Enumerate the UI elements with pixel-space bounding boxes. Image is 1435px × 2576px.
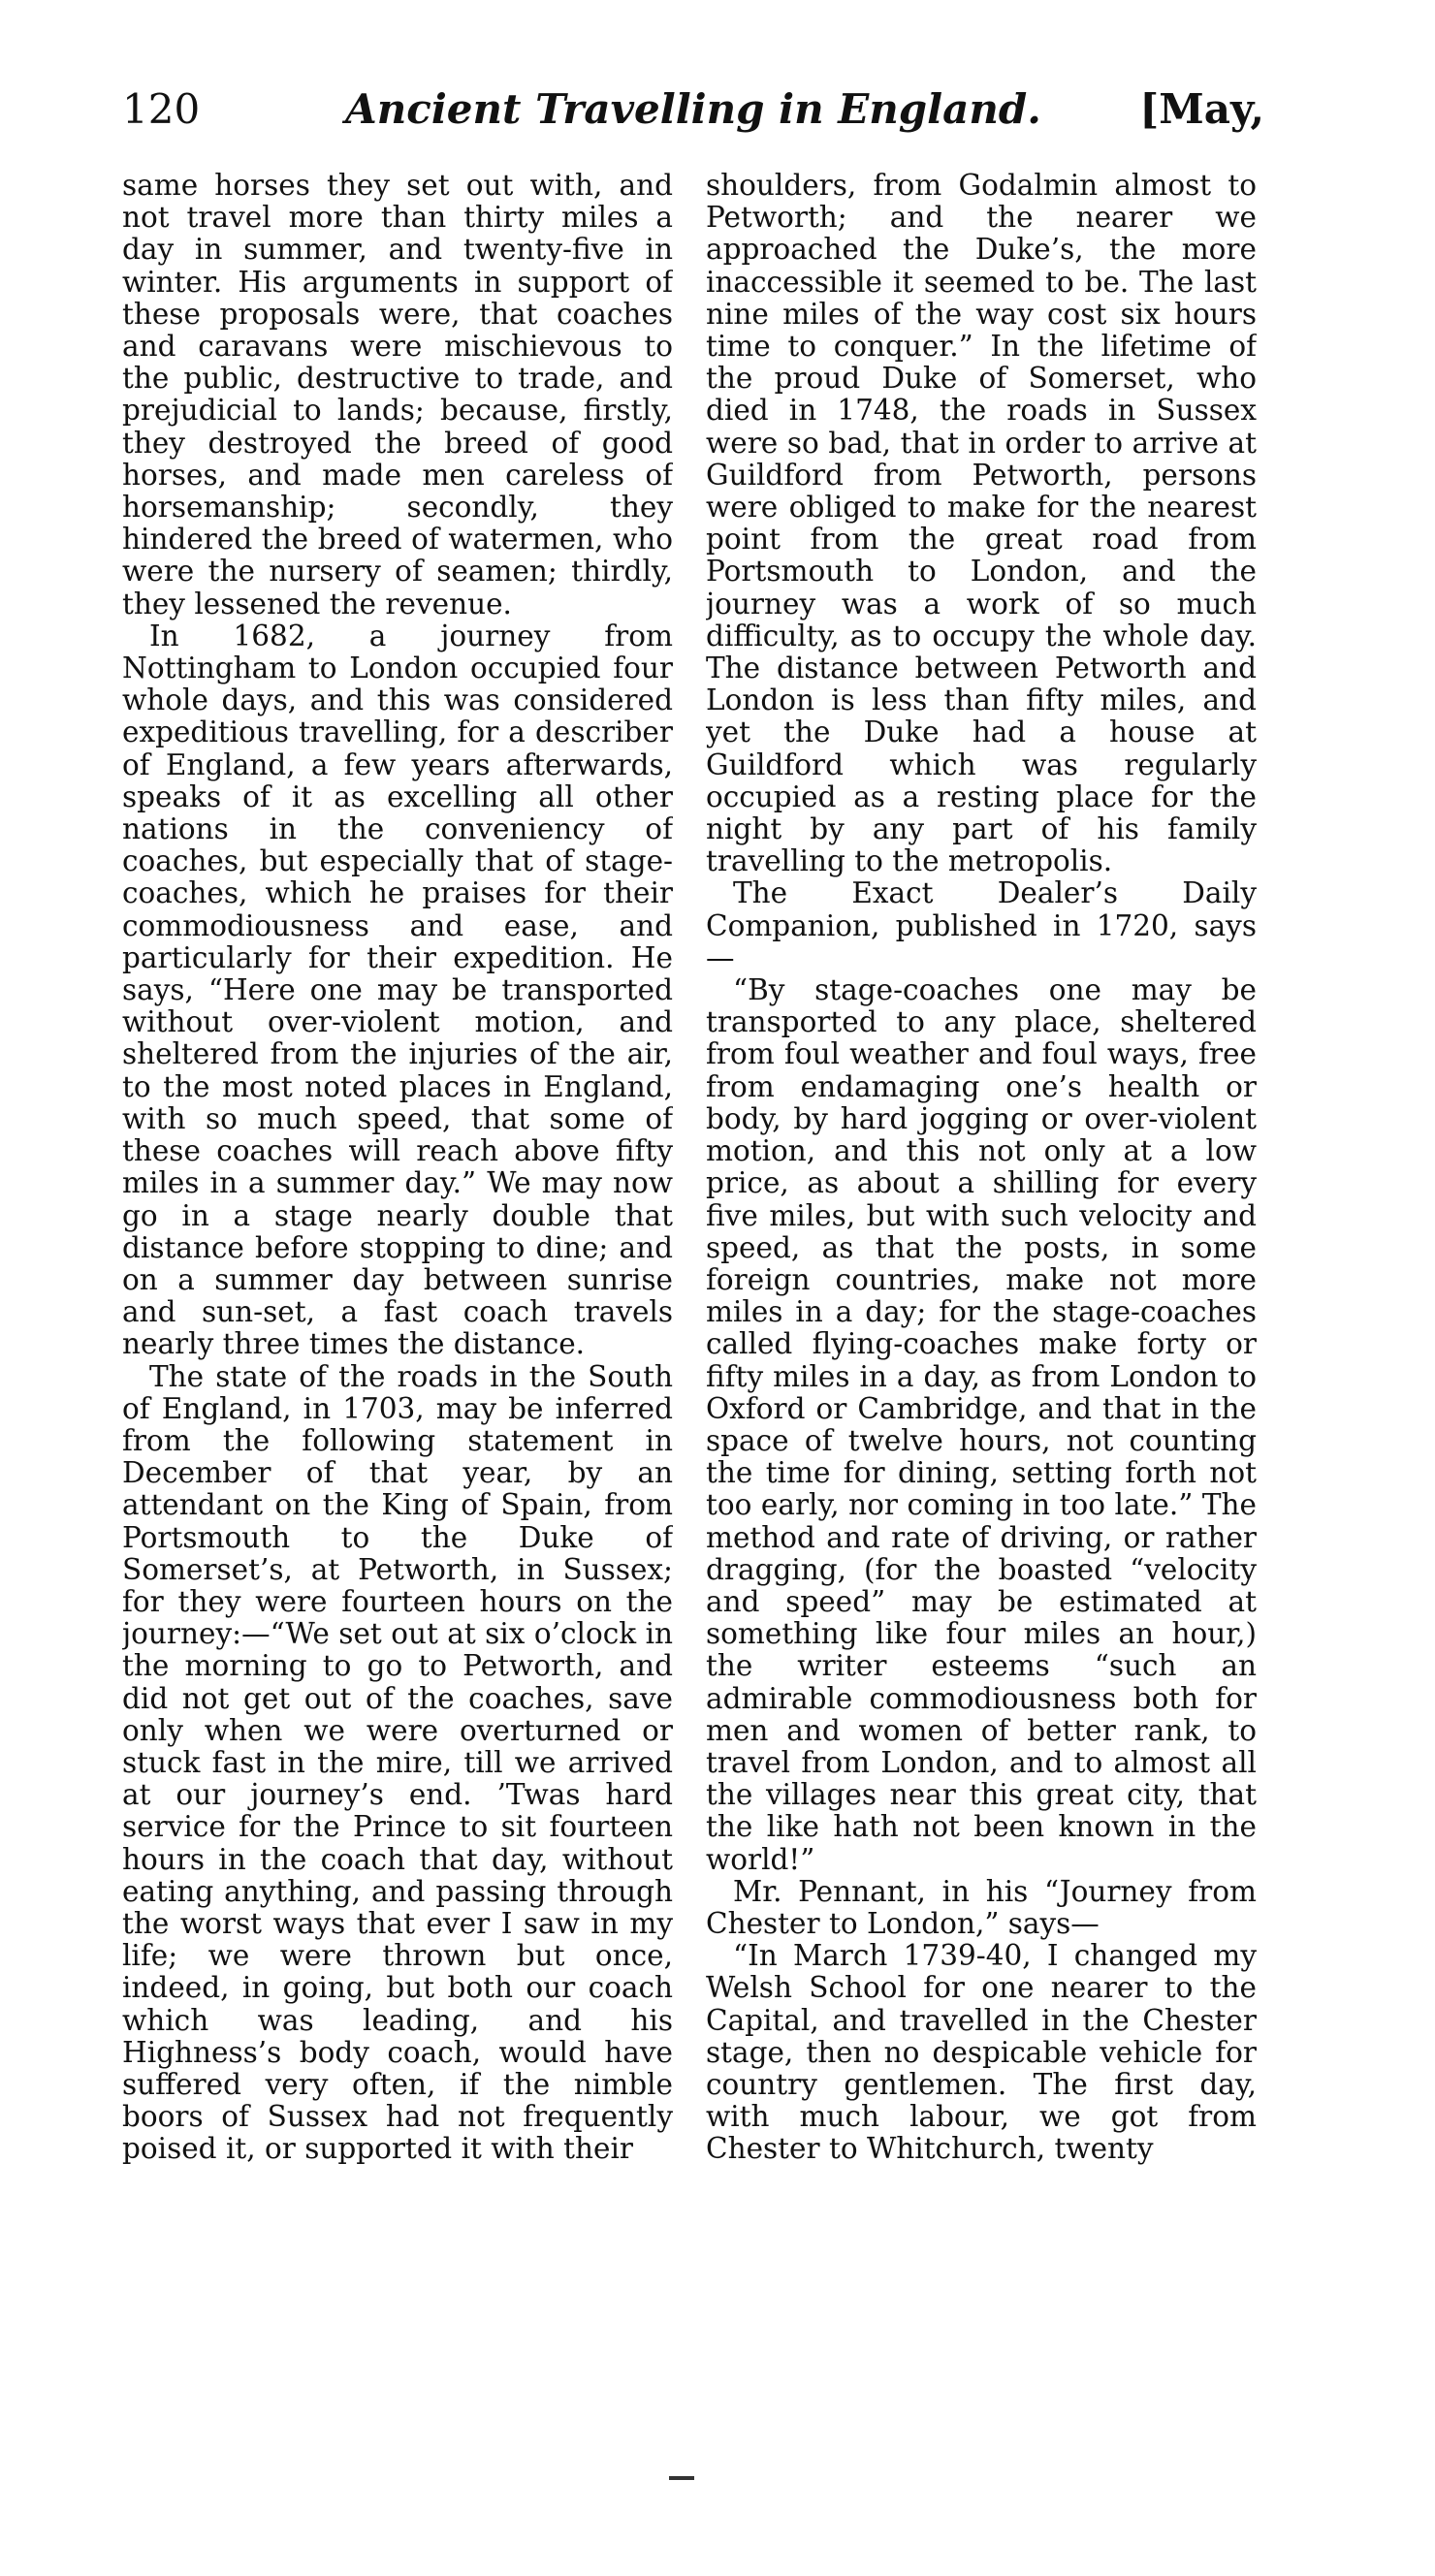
month-marker: [May,	[1139, 85, 1264, 133]
paragraph: same horses they set out with, and not travel more than thirty miles a day in summer, and twenty-five in winter. His arguments in support of these proposals were, that coaches and caravans were mischievous to the public, destructive to trade, and prejudicial to lands; because, firstly, they destroyed the breed of good horses, and made men careless of horsemanship; secondly, they hindered the breed of watermen, who were the nursery of seamen; thirdly, they lessened the revenue.	[122, 170, 673, 620]
quoted-paragraph: “In March 1739-40, I changed my Welsh School for one nearer to the Capital, and travelled in the Chester stage, then no despicable vehicle for country gentlemen. The first day, with much labour, we got from Chester to Whitchurch, twenty	[706, 1939, 1257, 2166]
paragraph: The Exact Dealer’s Daily Companion, published in 1720, says—	[706, 876, 1257, 974]
left-column	[122, 170, 673, 2419]
paragraph: In 1682, a journey from Nottingham to London occupied four whole days, and this was considered expeditious travelling, for a describer of England, a few years afterwards, speaks of it as excelling all other nations in the conveniency of coaches, but especially that of stage-coaches, which he praises for their commodiousness and ease, and particularly for their expedition. He says, “Here one may be transported without over-violent motion, and sheltered from the injuries of the air, to the most noted places in England, with so much speed, that some of these coaches will reach above fifty miles in a summer day.” We may now go in a stage nearly double that distance before stopping to dine; and on a summer day between sunrise and sun-set, a fast coach travels nearly three times the distance.	[122, 619, 673, 1361]
running-title: Ancient Travelling in England.	[345, 85, 1041, 133]
quoted-paragraph: “By stage-coaches one may be transported to any place, sheltered from foul weather and foul ways, free from endamaging one’s health or body, by hard jogging or over-violent motion, and this not only at a low price, as about a shilling for every five miles, but with such velocity and speed, as that the posts, in some foreign countries, make not more miles in a day; for the stage-coaches called flying-coaches make forty or fifty miles in a day, as from London to Oxford or Cambridge, and that in the space of twelve hours, not counting the time for dining, setting forth not too early, nor coming in too late.” The method and rate of driving, or rather dragging, (for the boasted “velocity and speed” may be estimated at something like four miles an hour,) the writer esteems “such an admirable commodiousness both for men and women of better rank, to travel from London, and to almost all the villages near this great city, that the like hath not been known in the world!”	[706, 973, 1257, 1876]
footer-ornament	[669, 2476, 694, 2480]
page-number: 120	[122, 85, 201, 133]
paragraph: Mr. Pennant, in his “Journey from Chester to London,” says—	[706, 1874, 1257, 1940]
paragraph: The state of the roads in the South of England, in 1703, may be inferred from the following statement in December of that year, by an attendant on the King of Spain, from Portsmouth to the Duke of Somerset’s, at Petworth, in Sussex; for they were fourteen hours on the journey:—“We set out at six o’clock in the morning to go to Petworth, and did not get out of the coaches, save only when we were overturned or stuck fast in the mire, till we arrived at our journey’s end. ’Twas hard service for the Prince to sit fourteen hours in the coach that day, without eating anything, and passing through the worst ways that ever I saw in my life; we were thrown but once, indeed, in going, but both our coach which was leading, and his Highness’s body coach, would have suffered very often, if the nimble boors of Sussex had not frequently poised it, or supported it with their	[122, 1359, 673, 2166]
paragraph: shoulders, from Godalmin almost to Petworth; and the nearer we approached the Duke’s, the more inaccessible it seemed to be. The last nine miles of the way cost six hours time to conquer.” In the lifetime of the proud Duke of Somerset, who died in 1748, the roads in Sussex were so bad, that in order to arrive at Guildford from Petworth, persons were obliged to make for the nearest point from the great road from Portsmouth to London, and the journey was a work of so much difficulty, as to occupy the whole day. The distance between Petworth and London is less than fifty miles, and yet the Duke had a house at Guildford which was regularly occupied as a resting place for the night by any part of his family travelling to the metropolis.	[706, 170, 1257, 878]
right-column	[706, 170, 1257, 2419]
running-header	[122, 85, 1264, 143]
